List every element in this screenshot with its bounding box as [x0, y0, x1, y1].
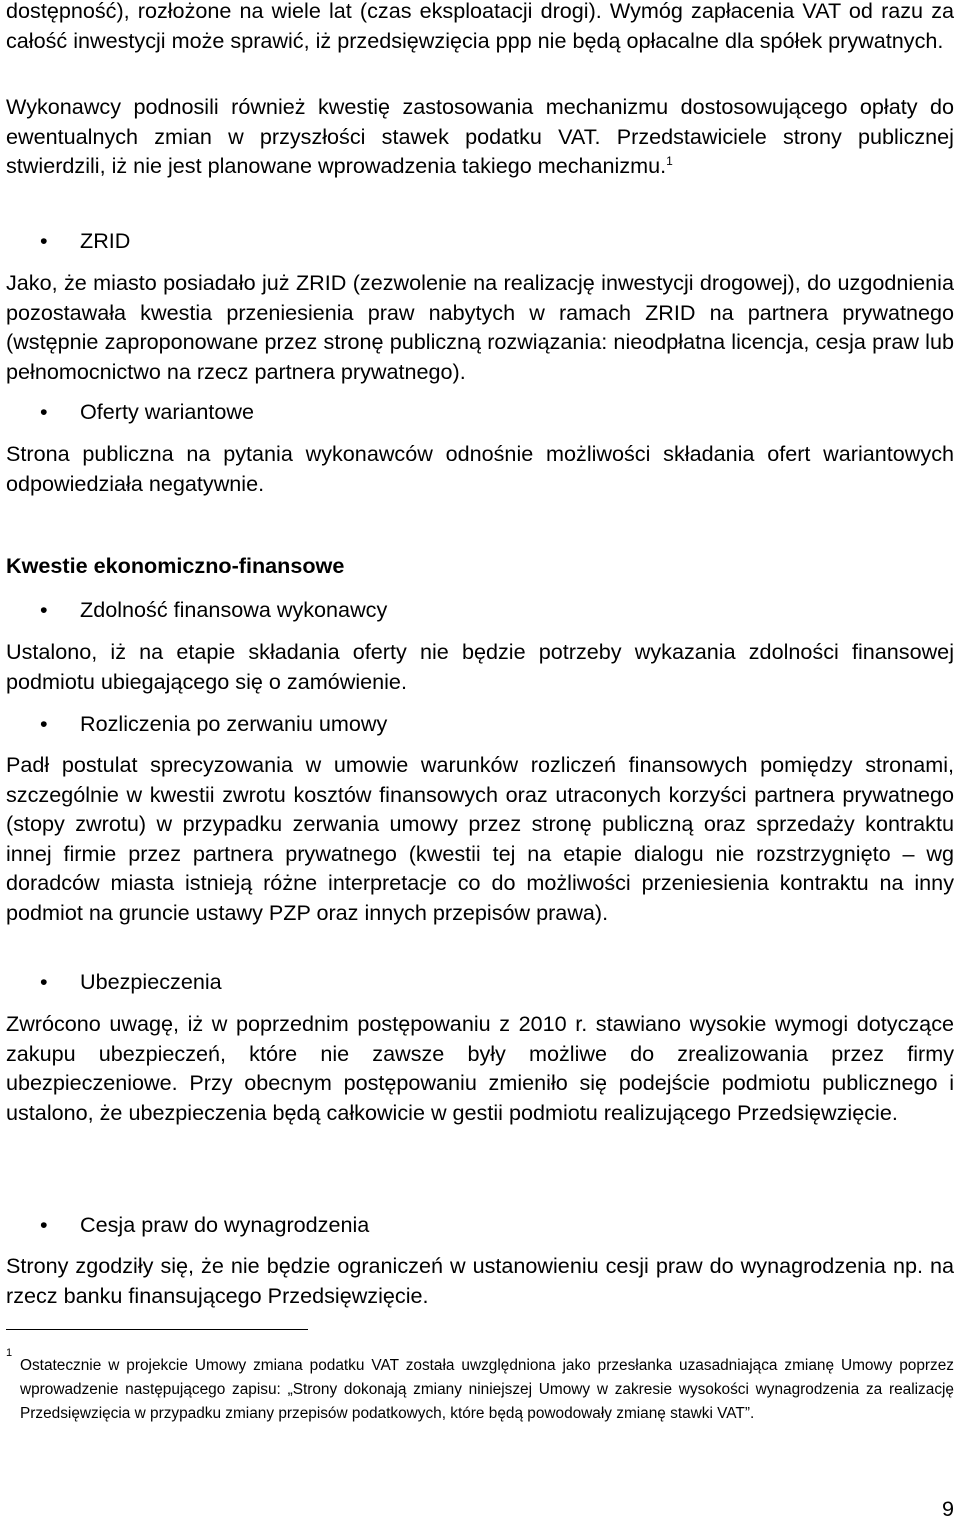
bullet-icon: •: [40, 1212, 48, 1237]
section-heading-economic: Kwestie ekonomiczno-finansowe: [6, 553, 345, 578]
bullet-icon: •: [40, 711, 48, 736]
paragraph-assignment: Strony zgodziły się, że nie będzie ograniczeń w ustanowieniu cesji praw do wynagrodzenia np. na rzecz banku finansującego Przedsięwzięcie.: [6, 1253, 954, 1308]
bullet-label-zrid: ZRID: [80, 228, 131, 253]
paragraph-insurance: Zwrócono uwagę, iż w poprzednim postępowaniu z 2010 r. stawiano wysokie wymogi dotyczące zakupu ubezpieczeń, które nie zawsze były możliwe do zrealizowania przez firmy ubezpieczeniowe. Przy obecnym postępowaniu zmieniło się podejście podmiotu publicznego i ustalono, że ubezpieczenia będą całkowicie w gestii podmiotu realizującego Przedsięwzięcie.: [6, 1011, 954, 1125]
page-number: 9: [941, 1496, 954, 1521]
paragraph-settlement: Padł postulat sprecyzowania w umowie warunków rozliczeń finansowych pomiędzy stronami, szczególnie w kwestii zwrotu kosztów finansowych oraz utraconych korzyści partnera prywatnego (stopy zwrotu) w przypadku zerwania umowy przez stronę publiczną oraz sprzedaży kontraktu innej firmie przez partnera prywatnego (kwestii tej na etapie dialogu nie rozstrzygnięto – wg doradców miasta istnieją różne interpretacje co do możliwości przeniesienia kontraktu na inny podmiot na gruncie ustawy PZP oraz innych przepisów prawa).: [6, 752, 954, 925]
bullet-label-insurance: Ubezpieczenia: [80, 969, 222, 994]
paragraph-capacity: Ustalono, iż na etapie składania oferty nie będzie potrzeby wykazania zdolności finansowej podmiotu ubiegającego się o zamówienie.: [6, 639, 954, 694]
footnote-mark: 1: [6, 1347, 13, 1359]
bullet-icon: •: [40, 969, 48, 994]
paragraph-vat-mechanism: [6, 92, 954, 181]
bullet-label-capacity: Zdolność finansowa wykonawcy: [80, 597, 388, 622]
bullet-label-settlement: Rozliczenia po zerwaniu umowy: [80, 711, 388, 736]
footnote-text: Ostatecznie w projekcie Umowy zmiana podatku VAT została uwzględniona jako przesłanka uzasadniająca zmianę Umowy poprzez wprowadzenie następującego zapisu: „Strony dokonają zmiany niniejszej Umowy w zakresie wysokości wynagrodzenia za realizację Przedsięwzięcia w przypadku zmiany przepisów podatkowych, które będą powodowały zmianę stawki VAT”.: [20, 1357, 954, 1422]
bullet-icon: •: [40, 399, 48, 424]
paragraph-variants: Strona publiczna na pytania wykonawców odnośnie możliwości składania ofert wariantowych odpowiedziała negatywnie.: [6, 441, 954, 496]
footnote-separator: [6, 1329, 308, 1330]
paragraph-vat-mechanism-text: Wykonawcy podnosili również kwestię zastosowania mechanizmu dostosowującego opłaty do ewentualnych zmian w przyszłości stawek podatku VAT. Przedstawiciele strony publicznej stwierdzili, iż nie jest planowane wprowadzenia takiego mechanizmu.: [6, 94, 954, 178]
paragraph-vat-continuation: dostępność), rozłożone na wiele lat (czas eksploatacji drogi). Wymóg zapłacenia VAT od razu za całość inwestycji może sprawić, iż przedsięwzięcia ppp nie będą opłacalne dla spółek prywatnych.: [6, 0, 954, 53]
footnote-reference[interactable]: 1: [666, 154, 673, 168]
footnote: [6, 1347, 954, 1426]
bullet-icon: •: [40, 228, 48, 253]
bullet-icon: •: [40, 597, 48, 622]
bullet-label-variants: Oferty wariantowe: [80, 399, 255, 424]
bullet-label-assignment: Cesja praw do wynagrodzenia: [80, 1212, 370, 1237]
paragraph-zrid: Jako, że miasto posiadało już ZRID (zezwolenie na realizację inwestycji drogowej), do uzgodnienia pozostawała kwestia przeniesienia praw nabytych w ramach ZRID na partnera prywatnego (wstępnie zaproponowane przez stronę publiczną rozwiązania: nieodpłatna licencja, cesja praw lub pełnomocnictwo na rzecz partnera prywatnego).: [6, 270, 954, 384]
